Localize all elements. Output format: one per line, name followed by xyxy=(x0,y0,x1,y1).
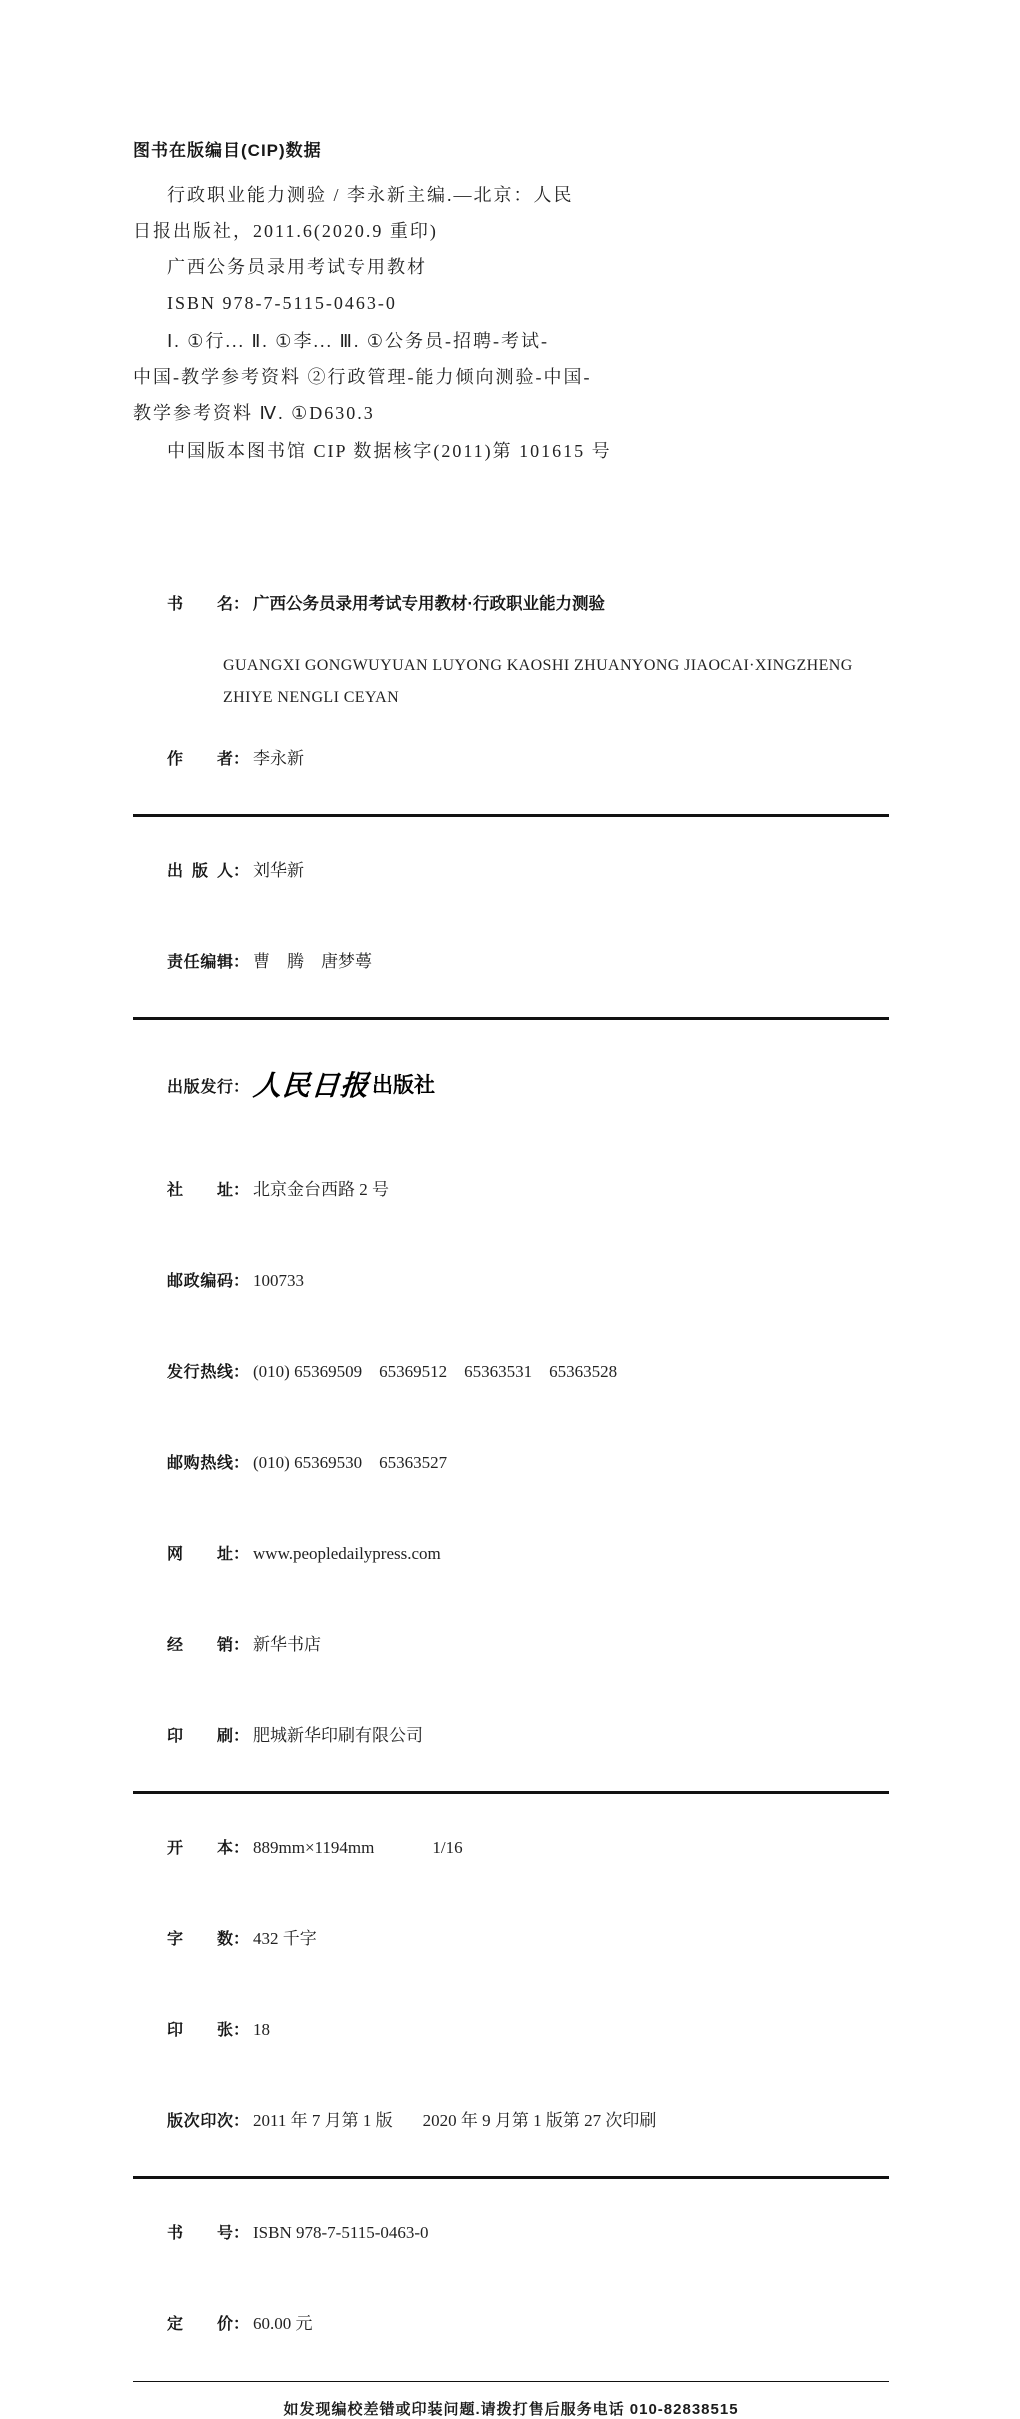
mail-order-hotline-value: (010) 65369530 65363527 xyxy=(253,1453,448,1472)
author-label: 作者 xyxy=(167,751,233,768)
distributor-label: 经销 xyxy=(167,1637,233,1654)
row-mail-order-hotline xyxy=(133,1418,889,1509)
label-colon: ： xyxy=(233,1546,250,1563)
editors-label: 责任编辑 xyxy=(167,954,233,971)
row-editors xyxy=(133,917,889,1008)
section-divider xyxy=(133,1791,889,1794)
after-sales-notice: 如发现编校差错或印装问题.请拨打售后服务电话 010-82838515 xyxy=(283,2401,739,2418)
row-distributor xyxy=(133,1600,889,1691)
edition-label: 版次印次 xyxy=(167,2113,233,2130)
address-label: 社址 xyxy=(167,1182,233,1199)
publishing-house-suffix: 出版社 xyxy=(372,1074,436,1097)
cip-heading: 图书在版编目(CIP)数据 xyxy=(133,141,322,160)
distribution-hotline-value: (010) 65369509 65369512 65363531 65363528 xyxy=(253,1362,618,1381)
label-colon: ： xyxy=(233,2316,250,2333)
author-value: 李永新 xyxy=(253,749,305,768)
publisher-person-value: 刘华新 xyxy=(253,861,305,880)
section-divider xyxy=(133,814,889,817)
website-label: 网址 xyxy=(167,1546,233,1563)
format-label: 开本 xyxy=(167,1840,233,1857)
row-author xyxy=(133,714,889,805)
section-divider xyxy=(133,1017,889,1020)
row-postcode xyxy=(133,1236,889,1327)
format-value xyxy=(253,1838,463,1857)
row-publishing-house xyxy=(133,1029,889,1145)
postcode-label: 邮政编码 xyxy=(167,1273,233,1290)
label-colon: ： xyxy=(233,1637,250,1654)
cip-line: 日报出版社，2011.6(2020.9 重印) xyxy=(133,221,438,241)
label-colon: ： xyxy=(233,1455,250,1472)
isbn-value: ISBN 978-7-5115-0463-0 xyxy=(253,2223,429,2242)
row-price xyxy=(133,2279,889,2370)
book-title-value: 广西公务员录用考试专用教材·行政职业能力测验 xyxy=(253,595,606,613)
label-colon: ： xyxy=(233,863,250,880)
cip-line: 行政职业能力测验 / 李永新主编.—北京：人民 xyxy=(167,185,574,205)
printer-value: 肥城新华印刷有限公司 xyxy=(253,1726,424,1745)
section-divider xyxy=(133,2176,889,2179)
label-colon: ： xyxy=(233,2113,250,2130)
printer-label: 印刷 xyxy=(167,1728,233,1745)
price-value: 60.00 元 xyxy=(253,2314,313,2333)
row-printer xyxy=(133,1691,889,1782)
row-book-title xyxy=(133,559,889,650)
cip-classification-line: Ⅰ. ①行... Ⅱ. ①李... Ⅲ. ①公务员-招聘-考试- xyxy=(167,331,549,351)
word-count-value: 432 千字 xyxy=(253,1929,317,1948)
row-publisher-person xyxy=(133,826,889,917)
label-colon: ： xyxy=(233,954,250,971)
sheets-value: 18 xyxy=(253,2020,271,2039)
cip-description xyxy=(133,177,889,469)
page-content xyxy=(133,136,889,2419)
website-value: www.peopledailypress.com xyxy=(253,1544,441,1563)
mail-order-hotline-label: 邮购热线 xyxy=(167,1455,233,1472)
cip-isbn-line: ISBN 978-7-5115-0463-0 xyxy=(167,293,397,313)
sheets-label: 印张 xyxy=(167,2022,233,2039)
book-title-pinyin: GUANGXI GONGWUYUAN LUYONG KAOSHI ZHUANYONG JIAOCAI·XINGZHENG xyxy=(223,657,853,674)
label-colon: ： xyxy=(233,751,250,768)
format-fraction: 1/16 xyxy=(432,1838,463,1857)
label-colon: ： xyxy=(233,1182,250,1199)
address-value: 北京金台西路 2 号 xyxy=(253,1180,390,1199)
label-colon: ： xyxy=(233,1364,250,1381)
publisher-person-label: 出版人 xyxy=(167,863,233,880)
label-colon: ： xyxy=(233,2022,250,2039)
cip-line: 广西公务员录用考试专用教材 xyxy=(167,257,427,277)
isbn-label: 书号 xyxy=(167,2225,233,2242)
editors-value: 曹 腾 唐梦蕚 xyxy=(253,952,373,971)
row-edition xyxy=(133,2076,889,2167)
word-count-label: 字数 xyxy=(167,1931,233,1948)
distribution-hotline-label: 发行热线 xyxy=(167,1364,233,1381)
format-size: 889mm×1194mm xyxy=(253,1838,375,1857)
cip-record-number: 中国版本图书馆 CIP 数据核字(2011)第 101615 号 xyxy=(167,441,612,461)
row-sheets xyxy=(133,1985,889,2076)
row-distribution-hotline xyxy=(133,1327,889,1418)
postcode-value: 100733 xyxy=(253,1271,305,1290)
price-label: 定价 xyxy=(167,2316,233,2333)
publication-info xyxy=(133,559,889,2419)
peoples-daily-logo: 人民日报 xyxy=(251,1071,371,1102)
row-website xyxy=(133,1509,889,1600)
label-colon: ： xyxy=(233,1079,250,1096)
cip-section xyxy=(133,136,889,469)
label-colon: ： xyxy=(233,1728,250,1745)
distributor-value: 新华书店 xyxy=(253,1635,322,1654)
row-address xyxy=(133,1145,889,1236)
book-title-pinyin: ZHIYE NENGLI CEYAN xyxy=(223,689,400,706)
edition-first: 2011 年 7 月第 1 版 xyxy=(253,2111,393,2130)
label-colon: ： xyxy=(233,2225,250,2242)
edition-printing: 2020 年 9 月第 1 版第 27 次印刷 xyxy=(422,2111,657,2130)
cip-classification-line: 教学参考资料 Ⅳ. ①D630.3 xyxy=(133,403,375,423)
label-colon: ： xyxy=(233,1273,250,1290)
row-word-count xyxy=(133,1894,889,1985)
publishing-label: 出版发行 xyxy=(167,1079,233,1096)
label-colon: ： xyxy=(233,1931,250,1948)
row-format xyxy=(133,1803,889,1894)
label-colon: ： xyxy=(233,1840,250,1857)
row-isbn xyxy=(133,2188,889,2279)
label-colon: ： xyxy=(233,596,250,613)
cip-classification-line: 中国-教学参考资料 ②行政管理-能力倾向测验-中国- xyxy=(133,367,592,387)
edition-value xyxy=(253,2111,656,2130)
book-title-label: 书名 xyxy=(167,596,233,613)
footer-divider xyxy=(133,2381,889,2382)
